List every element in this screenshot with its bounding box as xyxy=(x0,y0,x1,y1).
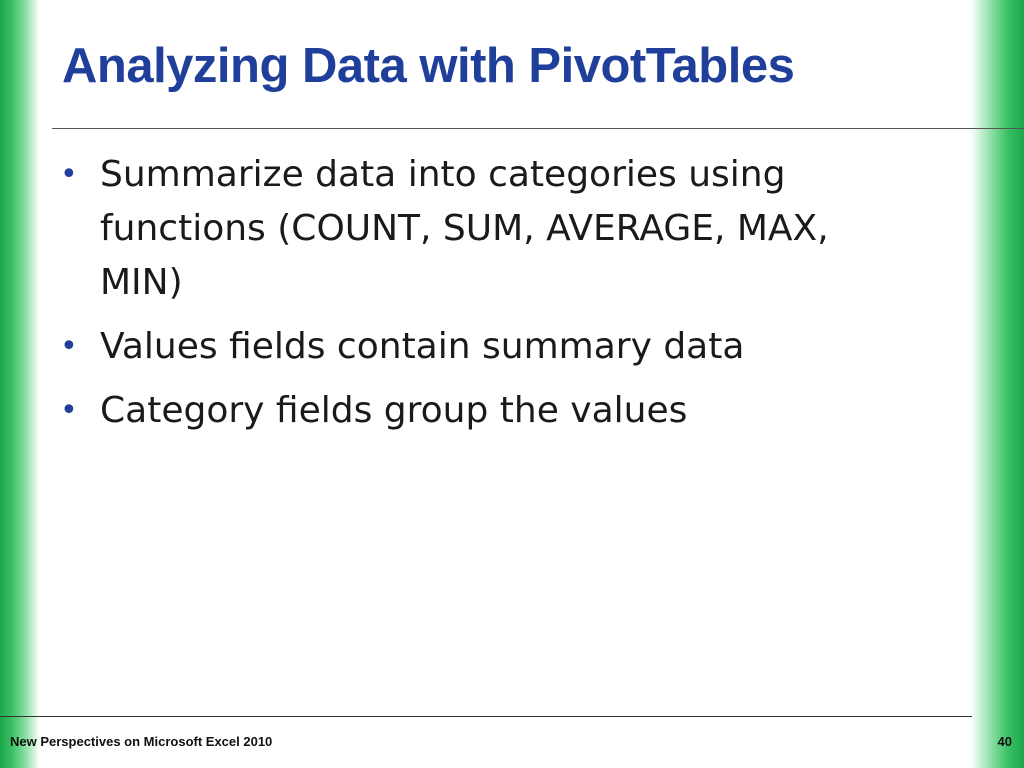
page-number: 40 xyxy=(997,734,1012,749)
bullet-dot-icon: • xyxy=(60,329,78,364)
bullet-dot-icon: • xyxy=(60,393,78,428)
bullet-item xyxy=(60,148,920,310)
bullet-item xyxy=(60,320,920,374)
bullet-list xyxy=(60,148,920,448)
bullet-dot-icon: • xyxy=(60,157,78,192)
footer-divider xyxy=(0,716,972,717)
slide-title: Analyzing Data with PivotTables xyxy=(62,39,795,93)
footer-text: New Perspectives on Microsoft Excel 2010 xyxy=(10,734,273,749)
bullet-text: Values fields contain summary data xyxy=(100,326,745,367)
bullet-text: Category fields group the values xyxy=(100,390,688,431)
title-divider xyxy=(52,128,1024,129)
bullet-item xyxy=(60,384,920,438)
left-decorative-band xyxy=(0,0,40,768)
right-decorative-band xyxy=(970,0,1024,768)
bullet-text: Summarize data into categories using functions (COUNT, SUM, AVERAGE, MAX, MIN) xyxy=(100,154,829,303)
